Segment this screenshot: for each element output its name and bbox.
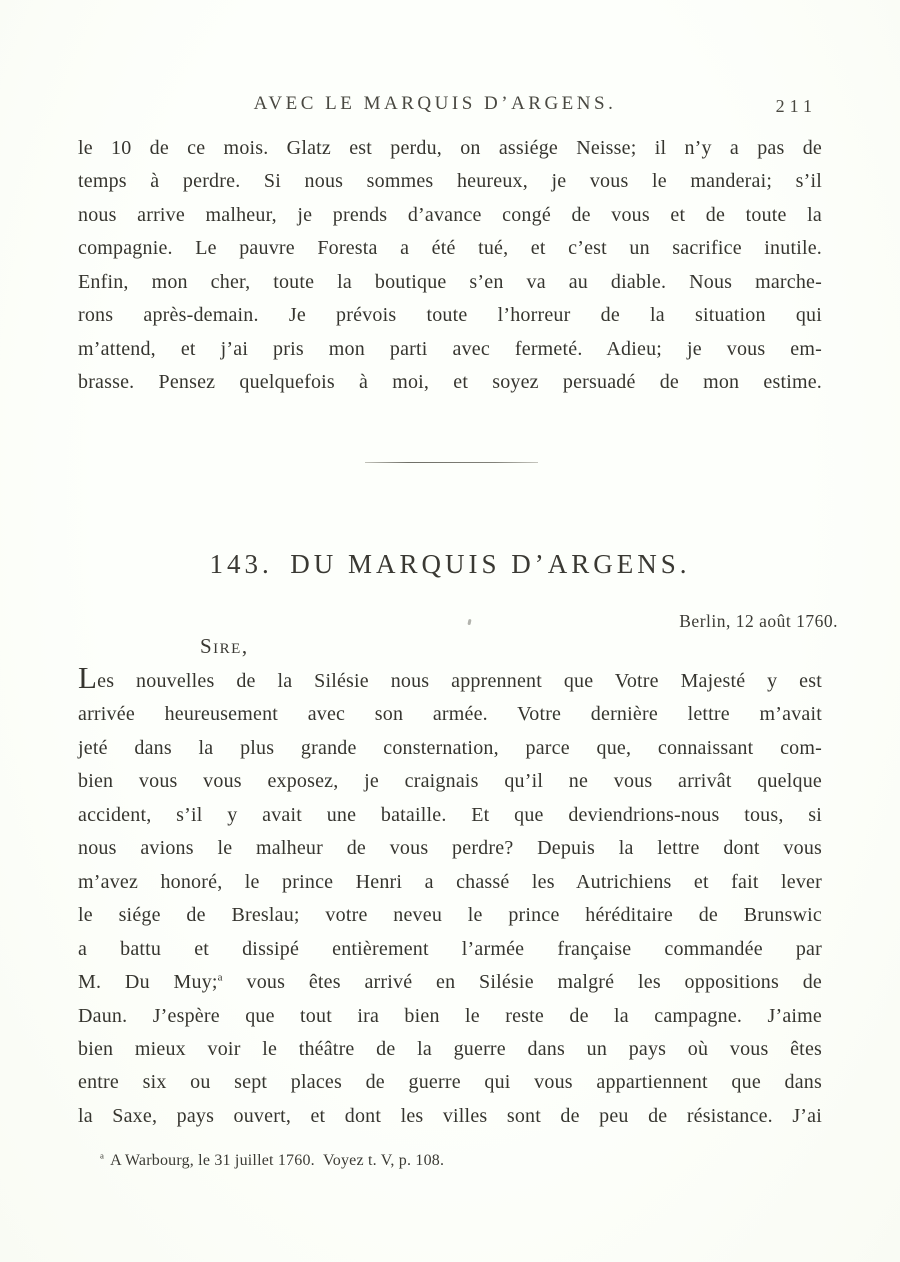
text-line: le 10 de ce mois. Glatz est perdu, on assiége Neisse; il n’y a pas de [78, 137, 822, 159]
letter-heading: 143. DU MARQUIS D’ARGENS. [209, 549, 691, 579]
text-line: Les nouvelles de la Silésie nous apprennent que Votre Majesté y est [78, 660, 822, 695]
text-line: arrivée heureusement avec son armée. Votre dernière lettre m’avait [78, 703, 822, 726]
text-line: m’attend, et j’ai pris mon parti avec fermeté. Adieu; je vous em- [78, 337, 822, 360]
letter-dateline: Berlin, 12 août 1760. [679, 611, 838, 631]
letter-salutation: Sire, [200, 634, 249, 658]
text-line: accident, s’il y avait une bataille. Et que deviendrions-nous tous, si [78, 803, 822, 826]
footnote [100, 1152, 444, 1170]
text-line: jeté dans la plus grande consternation, parce que, connaissant com- [78, 736, 822, 759]
page-number: 211 [775, 96, 817, 116]
drop-cap: L [78, 660, 98, 695]
text-line: bien vous vous exposez, je craignais qu’il ne vous arrivât quelque [78, 770, 822, 793]
footnote-marker: a [100, 1150, 105, 1161]
section-divider-rule [365, 462, 538, 463]
text-line: entre six ou sept places de guerre qui vous appartiennent que dans [78, 1071, 822, 1094]
text-line: rons après-demain. Je prévois toute l’horreur de la situation qui [78, 304, 822, 327]
text-line: nous arrive malheur, je prends d’avance congé de vous et de toute la [78, 203, 822, 226]
text-line: Daun. J’espère que tout ira bien le reste de la campagne. J’aime [78, 1004, 822, 1027]
text-line: temps à perdre. Si nous sommes heureux, je vous le manderai; s’il [78, 170, 822, 193]
text-line: la Saxe, pays ouvert, et dont les villes sont de peu de résistance. J’ai [78, 1104, 822, 1127]
text-line: Enfin, mon cher, toute la boutique s’en va au diable. Nous marche- [78, 270, 822, 293]
previous-letter-ending [78, 132, 822, 400]
text-line: le siége de Breslau; votre neveu le prince héréditaire de Brunswic [78, 904, 822, 927]
text-line: m’avez honoré, le prince Henri a chassé les Autrichiens et fait lever [78, 870, 822, 893]
text-line: compagnie. Le pauvre Foresta a été tué, et c’est un sacrifice inutile. [78, 237, 822, 260]
running-head [0, 93, 900, 123]
text-line: nous avions le malheur de vous perdre? Depuis la lettre dont vous [78, 837, 822, 860]
footnote-text: A Warbourg, le 31 juillet 1760. Voyez t. V, p. 108. [110, 1152, 445, 1169]
text-line: bien mieux voir le théâtre de la guerre dans un pays où vous êtes [78, 1037, 822, 1060]
running-title: AVEC LE MARQUIS D’ARGENS. [253, 93, 617, 114]
text-line: M. Du Muy;$^a$ vous êtes arrivé en Silésie malgré les oppositions de [78, 971, 822, 994]
letter-body [78, 660, 822, 1133]
text-line: a battu et dissipé entièrement l’armée française commandée par [78, 937, 822, 960]
text-line: brasse. Pensez quelquefois à moi, et soyez persuadé de mon estime. [78, 371, 822, 394]
scan-speck [467, 619, 471, 625]
